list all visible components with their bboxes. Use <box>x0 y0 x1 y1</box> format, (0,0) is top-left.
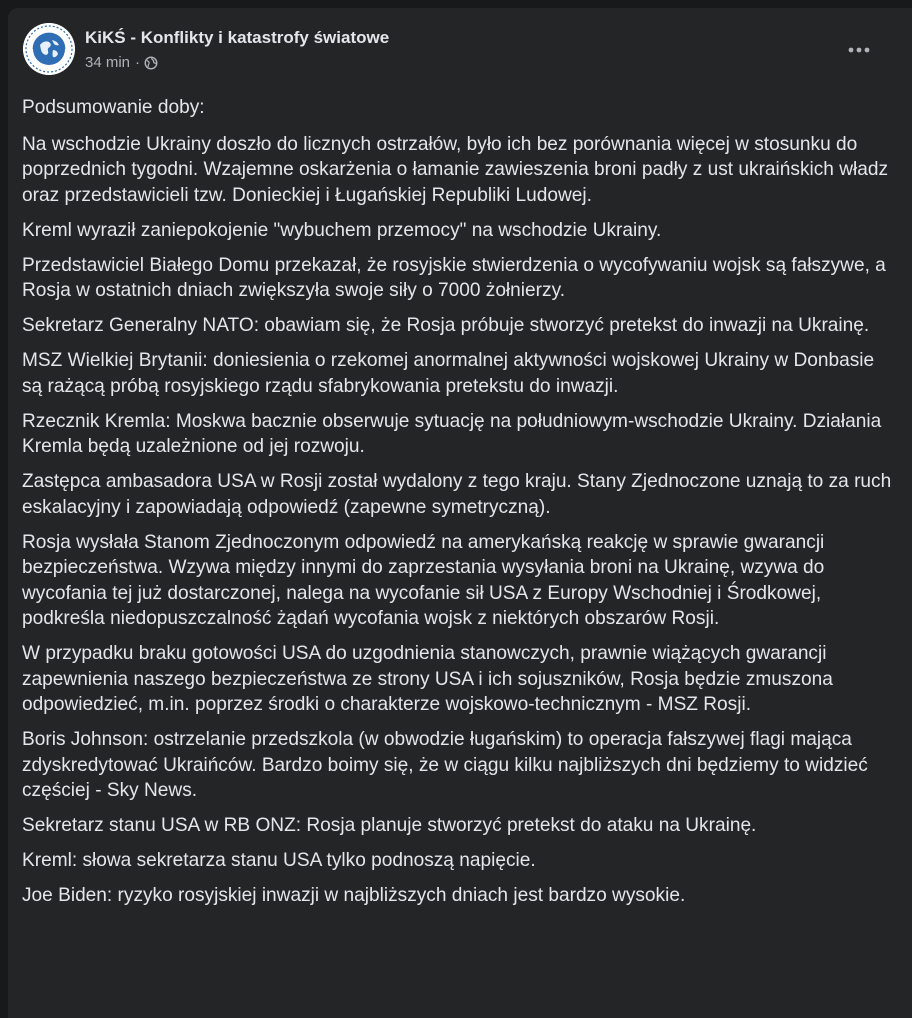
more-options-icon <box>847 46 871 54</box>
post-body <box>22 95 894 918</box>
post-paragraph: Sekretarz Generalny NATO: obawiam się, że Rosja próbuje stworzyć pretekst do inwazji na Ukrainę. <box>22 315 870 336</box>
more-options-button[interactable] <box>839 35 879 65</box>
globe-logo-icon <box>23 23 75 75</box>
post-time[interactable]: 34 min <box>85 54 131 71</box>
post-paragraph: Na wschodzie Ukrainy doszło do licznych ostrzałów, było ich bez porównania więcej w stosunku do poprzednich tygodni. Wzajemne oskarżenia o łamanie zawieszenia broni padły z ust ukraińskich władz oraz przedstawicieli tzw. Donieckiej i Ługańskiej Republiki Ludowej. <box>22 133 889 206</box>
post-paragraph: Przedstawiciel Białego Domu przekazał, że rosyjskie stwierdzenia o wycofywaniu wojsk są fałszywe, a Rosja w ostatnich dniach zwiększyła swoje siły o 7000 żołnierzy. <box>22 254 886 301</box>
post-paragraph: Podsumowanie doby: <box>22 97 205 118</box>
post-paragraph: Kreml: słowa sekretarza stanu USA tylko podnoszą napięcie. <box>22 850 536 871</box>
page-avatar[interactable] <box>23 23 75 75</box>
post-paragraph: Rzecznik Kremla: Moskwa bacznie obserwuje sytuację na południowym-wschodzie Ukrainy. Działania Kremla będą uzależnione od jej rozwoju. <box>22 410 882 457</box>
post-card <box>8 8 912 1018</box>
post-paragraph: Boris Johnson: ostrzelanie przedszkola (w obwodzie ługańskim) to operacja fałszywej flagi mająca zdyskredytować Ukraińców. Bardzo boimy się, że w ciągu kilku najbliższych dni będziemy to widzieć częściej - Sky News. <box>22 729 868 801</box>
post-meta <box>85 54 158 71</box>
post-header <box>23 23 893 77</box>
meta-separator: · <box>135 54 141 71</box>
post-paragraph: MSZ Wielkiej Brytanii: doniesienia o rzekomej anormalnej aktywności wojskowej Ukrainy w Donbasie są rażącą próbą rosyjskiego rządu sfabrykowania pretekstu do inwazji. <box>22 350 875 397</box>
post-paragraph: Rosja wysłała Stanom Zjednoczonym odpowiedź na amerykańską reakcję w sprawie gwarancji bezpieczeństwa. Wzywa między innymi do zaprzestania wysyłania broni na Ukrainę, wzywa do wycofania tej już dostarczonej, nalega na wycofanie sił USA z Europy Wschodniej i Środkowej, podkreśla niedopuszczalność żądań wycofania wojsk z niektórych obszarów Rosji. <box>22 531 825 629</box>
globe-icon[interactable] <box>144 56 158 70</box>
post-paragraph: Zastępca ambasadora USA w Rosji został wydalony z tego kraju. Stany Zjednoczone uznają to za ruch eskalacyjny i zapowiadają odpowiedź (zapewne symetryczną). <box>22 471 892 518</box>
post-paragraph: Kreml wyraził zaniepokojenie "wybuchem przemocy" na wschodzie Ukrainy. <box>22 219 662 241</box>
post-paragraph: Joe Biden: ryzyko rosyjskiej inwazji w najbliższych dniach jest bardzo wysokie. <box>22 885 686 906</box>
page-name-link[interactable]: KiKŚ - Konflikty i katastrofy światowe <box>85 28 390 47</box>
post-paragraph: Sekretarz stanu USA w RB ONZ: Rosja planuje stworzyć pretekst do ataku na Ukrainę. <box>22 815 757 836</box>
post-paragraph: W przypadku braku gotowości USA do uzgodnienia stanowczych, prawnie wiążących gwarancji zapewnienia naszego bezpieczeństwa ze strony USA i ich sojuszników, Rosja będzie zmuszona odpowiedzieć, m.in. poprzez środki o charakterze wojskowo-technicznym - MSZ Rosji. <box>22 643 833 715</box>
